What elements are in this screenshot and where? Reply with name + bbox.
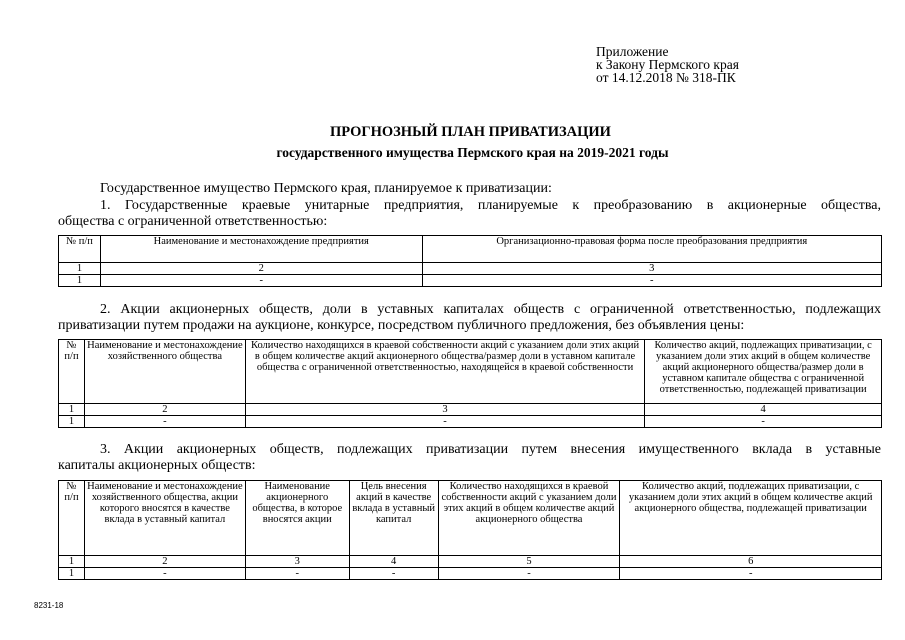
table-number-row (59, 404, 882, 416)
appendix-line-3: от 14.12.2018 № 318-ПК (596, 70, 736, 85)
table-number-row (59, 263, 882, 275)
number-cell: 1 (59, 556, 85, 568)
table-cell: - (100, 275, 422, 287)
appendix-block (596, 45, 739, 84)
table-header-row (59, 340, 882, 404)
header-cell: Наименование и местонахождение хозяйственного общества, акции которого вносятся в качестве вклада в уставный капитал (84, 481, 245, 556)
table-number-row (59, 556, 882, 568)
header-cell: Количество акций, подлежащих приватизации, с указанием доли этих акций в общем количестве акций акционерного общества/размер доли в уставном капитале общества с ограниченной ответственностью, подлежащей приватизации (645, 340, 882, 404)
section1-heading-line2: общества с ограниченной ответственностью: (58, 214, 328, 229)
number-cell: 3 (422, 263, 881, 275)
header-cell: Наименование и местонахождение хозяйственного общества (84, 340, 245, 404)
header-cell: Наименование и местонахождение предприятия (100, 236, 422, 263)
section3-heading-line1: 3. Акции акционерных обществ, подлежащих приватизации путем внесения имущественного вклада в уставные (100, 442, 881, 457)
number-cell: 2 (84, 556, 245, 568)
table-cell: - (645, 416, 882, 428)
number-cell: 1 (59, 404, 85, 416)
table-cell: 1 (59, 275, 101, 287)
header-cell: № п/п (59, 340, 85, 404)
appendix-line-1: Приложение (596, 44, 669, 59)
header-cell: Количество находящихся в краевой собственности акций с указанием доли этих акций в общем количестве акций акционерного общества (438, 481, 620, 556)
number-cell: 2 (84, 404, 245, 416)
header-cell: № п/п (59, 481, 85, 556)
intro-text: Государственное имущество Пермского края, планируемое к приватизации: (100, 181, 552, 196)
header-cell: Организационно-правовая форма после преобразования предприятия (422, 236, 881, 263)
table-header-row (59, 481, 882, 556)
header-cell: Наименование акционерного общества, в которое вносятся акции (245, 481, 349, 556)
table-cell: - (422, 275, 881, 287)
number-cell: 2 (100, 263, 422, 275)
table-cell: - (245, 568, 349, 580)
table-row (59, 416, 882, 428)
table-cell: - (84, 568, 245, 580)
table-header-row (59, 236, 882, 263)
section2-heading-line1: 2. Акции акционерных обществ, доли в уставных капиталах обществ с ограниченной ответственностью, подлежащих (100, 302, 881, 317)
header-cell: № п/п (59, 236, 101, 263)
section1-heading-line1: 1. Государственные краевые унитарные предприятия, планируемые к преобразованию в акционерные общества, (100, 198, 881, 213)
table-cell: - (620, 568, 882, 580)
number-cell: 5 (438, 556, 620, 568)
table-row (59, 568, 882, 580)
number-cell: 3 (245, 404, 644, 416)
number-cell: 3 (245, 556, 349, 568)
table-cell: - (84, 416, 245, 428)
document-title: ПРОГНОЗНЫЙ ПЛАН ПРИВАТИЗАЦИИ (330, 124, 611, 140)
document-subtitle: государственного имущества Пермского края на 2019-2021 годы (276, 145, 669, 160)
section2-table (58, 339, 882, 428)
table-cell: 1 (59, 568, 85, 580)
table-cell: - (349, 568, 438, 580)
appendix-line-2: к Закону Пермского края (596, 57, 739, 72)
number-cell: 4 (349, 556, 438, 568)
number-cell: 1 (59, 263, 101, 275)
number-cell: 4 (645, 404, 882, 416)
section3-heading-line2: капиталы акционерных обществ: (58, 458, 256, 473)
header-cell: Количество акций, подлежащих приватизации, с указанием доли этих акций в общем количестве акций акционерного общества, подлежащей приватизации (620, 481, 882, 556)
header-cell: Количество находящихся в краевой собственности акций с указанием доли этих акций в общем количестве акций акционерного общества/размер доли в уставном капитале общества с ограниченной ответственностью, находящейся в краевой собственности (245, 340, 644, 404)
document-code: 8231-18 (34, 601, 64, 610)
table-cell: - (438, 568, 620, 580)
section3-table (58, 480, 882, 580)
section1-table (58, 235, 882, 287)
table-row (59, 275, 882, 287)
header-cell: Цель внесения акций в качестве вклада в уставный капитал (349, 481, 438, 556)
number-cell: 6 (620, 556, 882, 568)
table-cell: - (245, 416, 644, 428)
section2-heading-line2: приватизации путем продажи на аукционе, конкурсе, посредством публичного предложения, без объявления цены: (58, 318, 745, 333)
table-cell: 1 (59, 416, 85, 428)
